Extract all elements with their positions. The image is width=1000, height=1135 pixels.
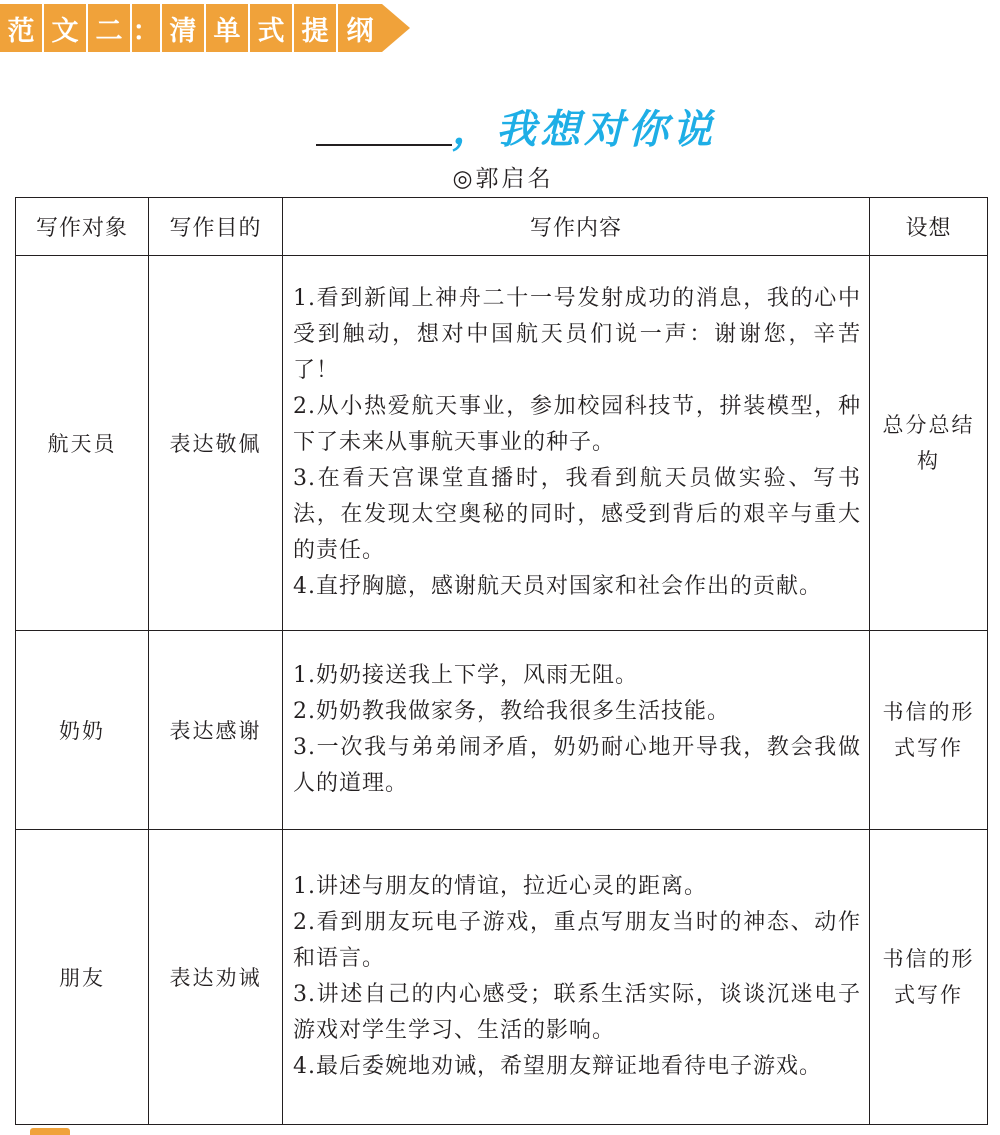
banner-char: 清 — [162, 4, 206, 52]
cell-content — [283, 830, 870, 1125]
cell-content — [283, 631, 870, 830]
table-row — [16, 830, 988, 1125]
header-target: 写作对象 — [16, 198, 149, 256]
table-row — [16, 631, 988, 830]
idea-text: 书信的形式写作 — [882, 947, 975, 1007]
content-item: 2.看到朋友玩电子游戏，重点写朋友当时的神态、动作和语言。 — [293, 910, 861, 971]
banner-char: 文 — [44, 4, 88, 52]
content-item: 4.直抒胸臆，感谢航天员对国家和社会作出的贡献。 — [293, 574, 822, 599]
title-blank-line — [316, 144, 452, 146]
idea-text: 书信的形式写作 — [882, 700, 975, 760]
banner-char: 纲 — [346, 15, 374, 47]
banner-char: 二 — [88, 4, 132, 52]
cell-purpose: 表达劝诫 — [149, 830, 283, 1125]
cell-target: 航天员 — [16, 256, 149, 631]
content-item: 3.讲述自己的内心感受；联系生活实际，谈谈沉迷电子游戏对学生学习、生活的影响。 — [293, 982, 861, 1043]
banner-char: 式 — [250, 4, 294, 52]
table-row — [16, 256, 988, 631]
cell-target: 奶奶 — [16, 631, 149, 830]
content-item: 2.从小热爱航天事业，参加校园科技节，拼装模型，种下了未来从事航天事业的种子。 — [293, 394, 861, 455]
idea-text: 总分总结构 — [882, 413, 975, 473]
banner-char: 提 — [294, 4, 338, 52]
content-item: 4.最后委婉地劝诫，希望朋友辩证地看待电子游戏。 — [293, 1054, 822, 1079]
banner-arrow-icon — [382, 4, 410, 52]
cell-idea — [870, 830, 988, 1125]
banner-char: ： — [132, 4, 162, 52]
section-banner — [0, 4, 410, 52]
banner-label — [0, 4, 382, 52]
banner-char: 单 — [206, 4, 250, 52]
content-item: 3.在看天宫课堂直播时，我看到航天员做实验、写书法，在发现太空奥秘的同时，感受到背后的艰辛与重大的责任。 — [293, 466, 861, 563]
banner-char: 范 — [0, 4, 44, 52]
content-item: 1.看到新闻上神舟二十一号发射成功的消息，我的心中受到触动，想对中国航天员们说一声：谢谢您，辛苦了！ — [293, 286, 861, 383]
title-text: ，我想对你说 — [452, 106, 716, 153]
cell-content — [283, 256, 870, 631]
content-item: 1.讲述与朋友的情谊，拉近心灵的距离。 — [293, 874, 707, 899]
essay-title — [0, 98, 1000, 158]
header-idea: 设想 — [870, 198, 988, 256]
table-header-row — [16, 198, 988, 256]
header-purpose: 写作目的 — [149, 198, 283, 256]
cell-purpose: 表达敬佩 — [149, 256, 283, 631]
outline-table — [15, 197, 988, 1125]
header-content: 写作内容 — [283, 198, 870, 256]
content-item: 1.奶奶接送我上下学，风雨无阻。 — [293, 663, 638, 688]
content-item: 2.奶奶教我做家务，教给我很多生活技能。 — [293, 699, 730, 724]
content-item: 3.一次我与弟弟闹矛盾，奶奶耐心地开导我，教会我做人的道理。 — [293, 735, 861, 796]
next-section-marker — [30, 1128, 70, 1135]
cell-purpose: 表达感谢 — [149, 631, 283, 830]
cell-target: 朋友 — [16, 830, 149, 1125]
author-name: ◎郭启名 — [452, 166, 554, 192]
cell-idea — [870, 256, 988, 631]
cell-idea — [870, 631, 988, 830]
